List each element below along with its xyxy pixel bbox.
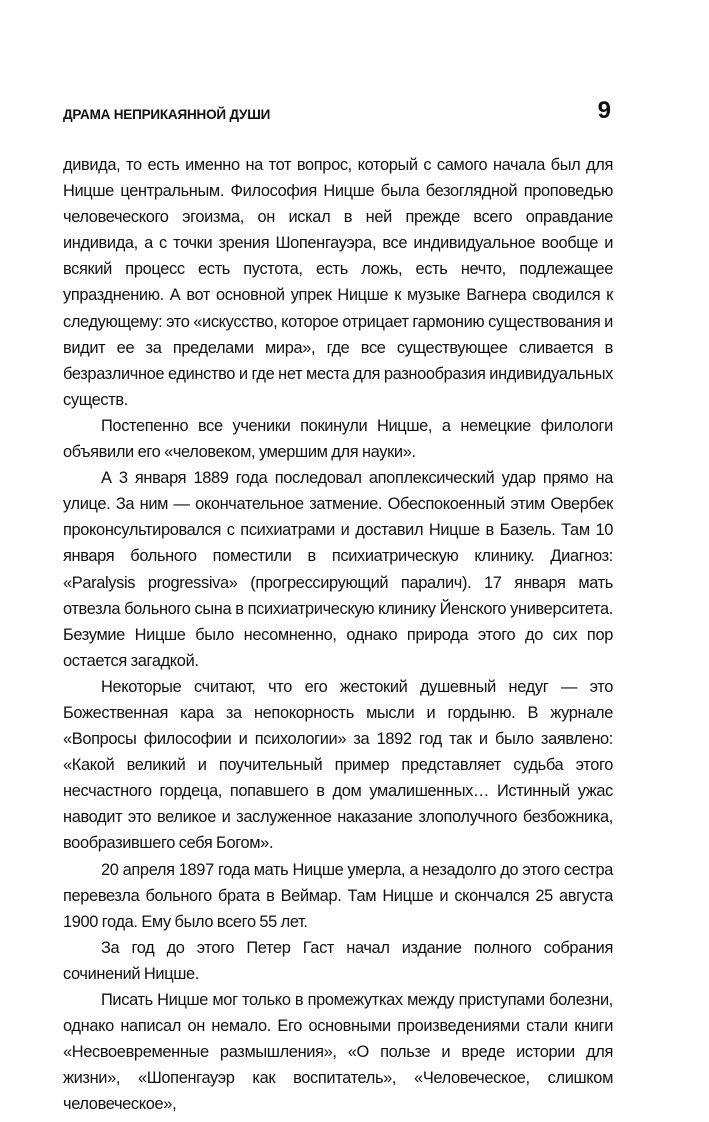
body-text xyxy=(63,152,613,1117)
running-head xyxy=(63,97,611,127)
paragraph: 20 апреля 1897 года мать Ницше умерла, а незадолго до этого сестра перевезла больного брата в Веймар. Там Ницше и скончался 25 августа 1900 года. Ему было всего 55 лет. xyxy=(63,860,613,931)
paragraph: Постепенно все ученики покинули Ницше, а немецкие филологи объявили его «человеком, умершим для науки». xyxy=(63,416,613,462)
paragraph: За год до этого Петер Гаст начал издание полного собрания сочинений Ницше. xyxy=(63,938,613,983)
paragraph: Некоторые считают, что его жестокий душевный недуг — это Божественная кара за непокорность мысли и гордыню. В журнале «Вопросы философии и психологии» за 1892 год так и было заявлено: «Какой великий и поучительный пример представляет судьба этого несчастного гордеца, попавшего в дом умалишенных… Истинный ужас наводит это великое и заслуженное наказание злополучного безбожника, вообразившего себя Богом». xyxy=(63,677,613,853)
page-number: 9 xyxy=(597,97,611,124)
running-title: ДРАМА НЕПРИКАЯННОЙ ДУШИ xyxy=(63,107,271,122)
paragraph: Писать Ницше мог только в промежутках между приступами болезни, однако написал он немало. Его основными произведениями стали книги «Несвоевременные размышления», «О пользе и вреде истории для жизни», «Шопенгауэр как воспитатель», «Человеческое, слишком человеческое», xyxy=(63,991,613,1114)
paragraph: А 3 января 1889 года последовал апоплексический удар прямо на улице. За ним — окончательное затмение. Обеспокоенный этим Овербек проконсультировался с психиатрами и доставил Ницше в Базель. Там 10 января больного поместили в психиатрическую клинику. Диагноз: «Paralysis progressiva» (прогрессирующий паралич). 17 января мать отвезла больного сына в психиатрическую клинику Йенского университета. Безумие Ницше было несомненно, однако природа этого до сих пор остается загадкой. xyxy=(63,469,613,670)
paragraph-continuation: дивида, то есть именно на тот вопрос, который с самого начала был для Ницше центральным. Философия Ницше была безоглядной проповедью человеческого эгоизма, он искал в ней прежде всего оправдание индивида, а с точки зрения Шопенгауэра, все индивидуальное вообще и всякий процесс есть пустота, есть ложь, есть нечто, подлежащее упразднению. А вот основной упрек Ницше к музыке Вагнера сводился к следующему: это «искусство, которое отрицает гармонию существования и видит ее за пределами мира», где все существующее сливается в безразличное единство и где нет места для разнообразия индивидуальных существ. xyxy=(63,156,613,409)
